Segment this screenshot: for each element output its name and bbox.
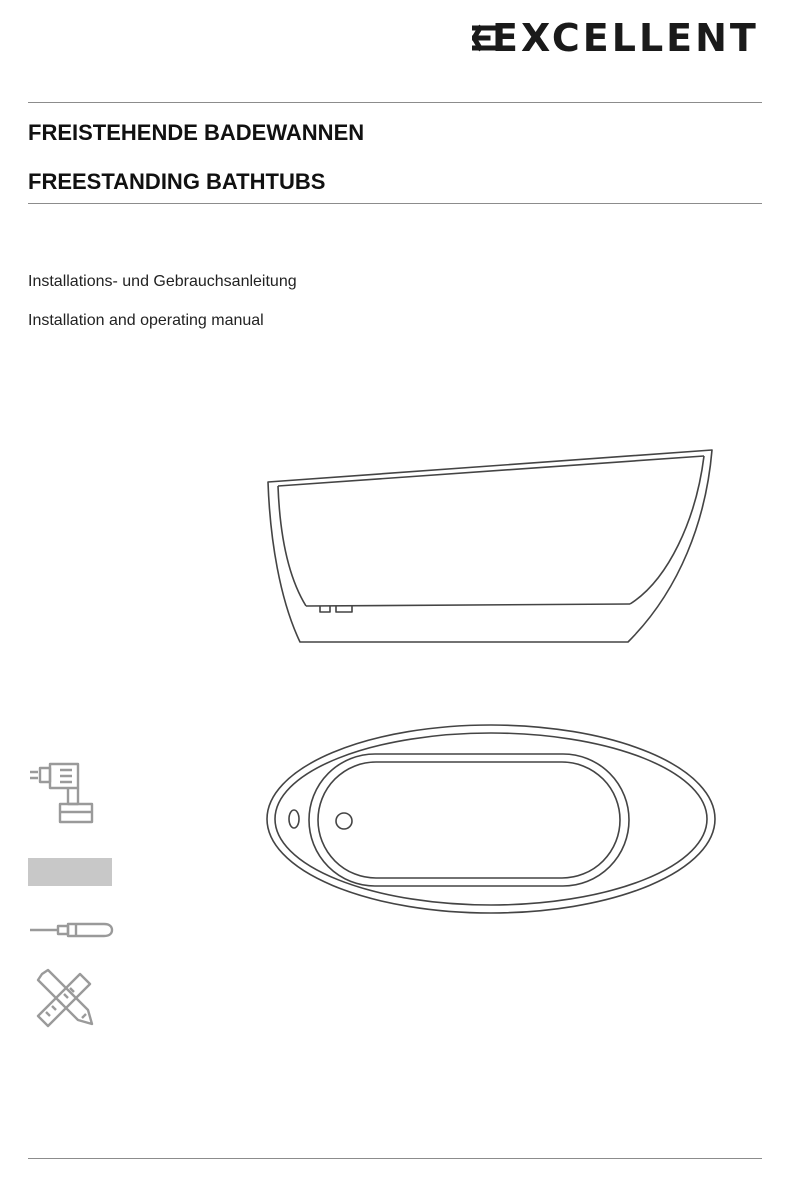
ruler-pencil-icon <box>34 968 96 1028</box>
bottom-divider <box>28 1158 762 1159</box>
title-german: FREISTEHENDE BADEWANNEN <box>28 120 365 145</box>
title-english: FREESTANDING BATHTUBS <box>28 169 326 194</box>
overflow-hole <box>289 810 299 828</box>
subtitle-english: Installation and operating manual <box>28 312 264 329</box>
brand-name: EXCELLENT <box>492 16 759 60</box>
drain-circle <box>336 813 352 829</box>
drill-icon <box>28 756 98 828</box>
subtitle-german: Installations- und Gebrauchsanleitung <box>28 273 297 290</box>
level-icon <box>28 858 112 886</box>
screwdriver-icon <box>28 918 114 942</box>
